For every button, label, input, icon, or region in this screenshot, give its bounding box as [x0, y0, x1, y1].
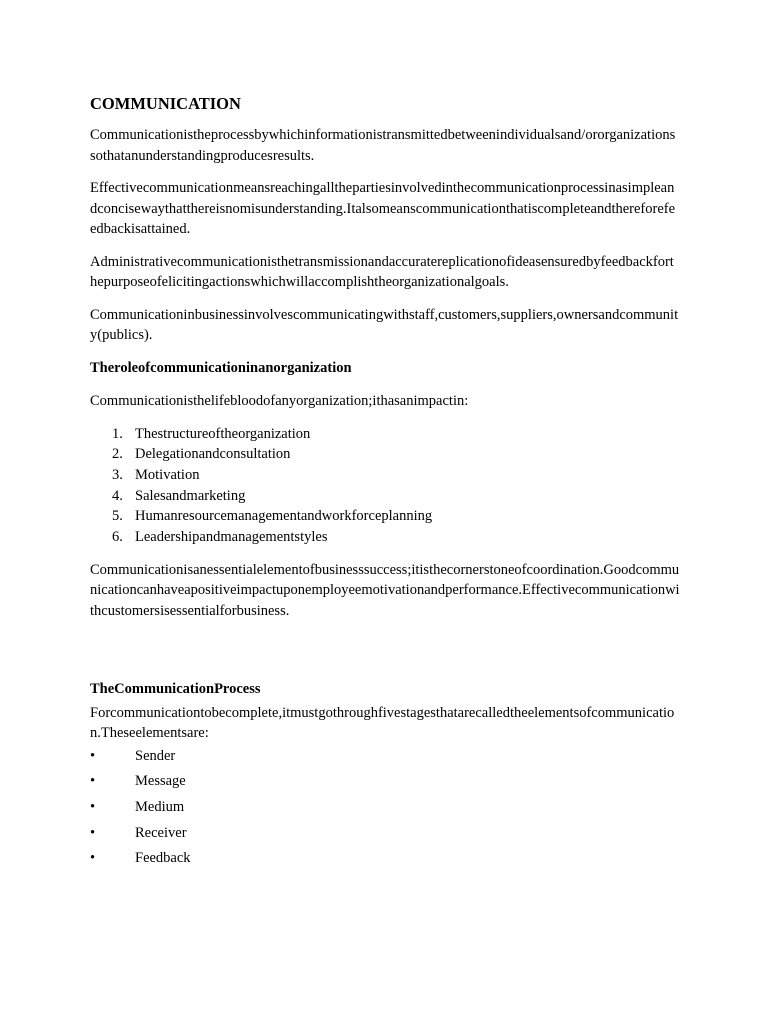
list-number: 1.	[112, 425, 123, 442]
list-item	[90, 444, 680, 465]
list-item	[90, 795, 680, 821]
list-number: 2.	[112, 446, 123, 463]
list-item-text: Thestructureoftheorganization	[135, 425, 311, 442]
bullet-icon: •	[90, 773, 96, 790]
list-item-text: Delegationandconsultation	[135, 446, 291, 463]
role-heading: Theroleofcommunicationinanorganization	[90, 359, 352, 376]
list-item-text: Salesandmarketing	[135, 487, 246, 504]
list-item-text: Sender	[135, 747, 176, 764]
list-item-text: Leadershipandmanagementstyles	[135, 529, 328, 546]
list-item	[90, 769, 680, 795]
process-list	[90, 744, 680, 872]
list-item-text: Receiver	[135, 824, 187, 841]
list-number: 3.	[112, 466, 123, 483]
list-number: 5.	[112, 508, 123, 525]
section-spacer	[90, 633, 680, 679]
bullet-icon: •	[90, 850, 96, 867]
role-list	[90, 424, 680, 548]
list-item	[90, 486, 680, 507]
list-item-text: Motivation	[135, 466, 200, 483]
intro-paragraph-2: Effectivecommunicationmeansreachingallthepartiesinvolvedinthecommunicationprocessinasimpleandconcisewaythatthereisnomisunderstanding.Italsomeanscommunicationthatiscompleteandthereforefeedbackisattained.	[90, 180, 676, 237]
list-item	[90, 744, 680, 770]
list-item-text: Feedback	[135, 850, 191, 867]
list-item	[90, 846, 680, 872]
document-page	[90, 93, 680, 872]
role-intro: Communicationisthelifebloodofanyorganization;ithasanimpactin:	[90, 393, 469, 409]
bullet-icon: •	[90, 824, 96, 841]
bullet-icon: •	[90, 798, 96, 815]
list-item-text: Humanresourcemanagementandworkforceplanning	[135, 508, 433, 525]
list-item	[90, 465, 680, 486]
process-intro: Forcommunicationtobecomplete,itmustgothroughfivestagesthatarecalledtheelementsofcommunication.Theseelementsare:	[90, 704, 675, 742]
process-heading: TheCommunicationProcess	[90, 681, 261, 698]
intro-paragraph-4: Communicationinbusinessinvolvescommunicatingwithstaff,customers,suppliers,ownersandcommunity(publics).	[90, 306, 679, 343]
list-item	[90, 527, 680, 548]
list-number: 6.	[112, 529, 123, 546]
list-item-text: Message	[135, 773, 186, 790]
role-summary: Communicationisanessentialelementofbusinesssuccess;itisthecornerstoneofcoordination.Goodcommunicationcanhaveapositiveimpactuponemployeemotivationandperformance.Effectivecommunicationwithcustomersisessentialforbusiness.	[90, 561, 680, 619]
list-item	[90, 506, 680, 527]
list-item	[90, 821, 680, 847]
intro-paragraph-1: Communicationistheprocessbywhichinformationistransmittedbetweenindividualsand/ororganizationssothatanunderstandingproducesresults.	[90, 127, 676, 164]
document-title: COMMUNICATION	[90, 94, 241, 113]
intro-paragraph-3: Administrativecommunicationisthetransmissionandaccuratereplicationofideasensuredbyfeedbackforthepurposeofelicitingactionswhichwillaccomplishtheorganizationalgoals.	[90, 253, 674, 290]
list-item	[90, 424, 680, 445]
list-number: 4.	[112, 487, 123, 504]
bullet-icon: •	[90, 747, 96, 764]
list-item-text: Medium	[135, 798, 185, 815]
